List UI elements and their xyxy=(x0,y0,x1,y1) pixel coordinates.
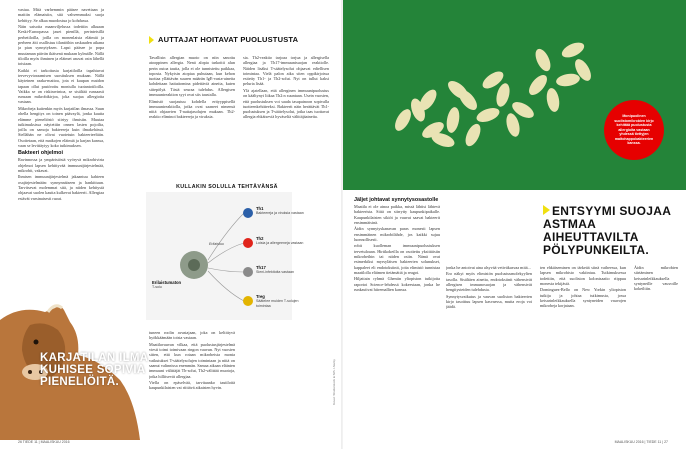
treg-cell xyxy=(243,296,253,306)
arrow-label: Erilaistuu xyxy=(209,242,224,246)
cow-eye xyxy=(34,340,39,345)
th17-cell xyxy=(243,267,253,277)
th17-label xyxy=(256,266,308,275)
treg-label xyxy=(256,295,308,308)
paragraph: Viella on epäselvää, tarvitaanko tautiloitä kaupunkilaisten vai riittävä aikaisten hyvin. xyxy=(149,380,235,391)
photo-credit: Kuvat: Shutterstock & SPL / Alamy xyxy=(332,359,336,405)
paragraph: Dominguez-Bello on New Yorkin yliopiston tutkija ja johtaa tutkimusta, jossa keisarinleikkauksella syntyneiden vauvojen mikrobeja korjataan. xyxy=(540,287,626,309)
cow-headline: KARJATILAN ILMA KUHISEE SOPIVIA PIENELIÖITÄ. xyxy=(40,352,148,388)
paragraph: vastua. Mitä varhemmin pääsee navettaan ja maitiin elämaisiin, sitä vahvemmaksi suoja kehittyy. Se alkaa muodostua jo kohdussa. xyxy=(18,7,104,23)
paragraph: Ihmisen immuunijärjestelmä jakaantuu kahteen osajärjestelmään: synnynnäiseen ja hankittuun. Tarvitsevat molemmat sitä, ja niiden kehitystä ohjaavat suolen kautta kulkevat bakteerit. Allergiaa estävät varsinaisesti ruoat. xyxy=(18,174,104,201)
section-heading-text: AUTTAJAT HOITAVAT PUOLUSTUSTA xyxy=(158,35,299,44)
paragraph: Hiljattain ryhmä Ghentin yliopiston tutkijoita raportoi Science-lehdessä kokeestaan, jonka he runkastivat hiiremallien kanssa. xyxy=(354,276,440,293)
paragraph: Elimistö suojautuu kohdella erityyppisellä immuunireaktiolla, jotka ovat saaneet nimensä niitä ohjaavien T-auttajasolujen mukaan. Th2-reaktio eliminoi bakteereja ja viruksia. xyxy=(149,98,235,120)
section-heading xyxy=(149,35,319,44)
left-column-2 xyxy=(149,55,235,173)
th1-name: Th1 xyxy=(256,206,264,211)
paragraph: Tavallisin allergian muoto on niin sanottu atooppinen allergia. Nenä alopia tarkoitti alun perin outoa tautia, jolla ei ole tunnistettu paikkaa, toposta. Nykyisin atopiaa puhutaan, kun kehon tuottaa yllättävän suuren määrän IgE-vasta-aineita kohdettaan haitattomina pidettäviä aineita, kuten siitepölyä. Tästä seuraa tulehdus. Allergisen immuunireaktion syyt ovat siis taustalla. xyxy=(149,55,235,98)
right-column-4 xyxy=(634,265,678,435)
th17-desc: Sieni-infektioita vastaan xyxy=(256,270,294,275)
paragraph: Synnytysvaikutus ja vauvan suoliston bakteerien kirjo tasoittuu lapsen kasvaessa, mutta eroja voi jäädä. xyxy=(446,293,532,310)
diagram-title: KULLAKIN SOLULLA TEHTÄVÄNSÄ xyxy=(176,184,278,190)
center-cell-title: Erilaistumaton xyxy=(152,280,182,285)
center-cell-label xyxy=(152,281,192,290)
bacteria-bg-tint xyxy=(343,0,686,190)
paragraph: Äidin synnytyskanavan paras monesti lapsen ensimmäinen mikrobilähde, jos kaikki sujuu luonnollisesti. xyxy=(354,226,440,242)
page-folio-right: MAALISKUU 2016 | TIEDE 11 | 27 xyxy=(614,440,668,444)
subheading: Jäljet johtavat synnytysosastolle xyxy=(354,197,439,203)
paragraph: Maatila ei ole ainoa paikka, missä lähtisi lähtevä bakteerista. Siitä on siirrytty kaupunkipaikalle. Kaupunkilaisten sikiöt ja vauvat saavat bakteerit ensimmäisinä. xyxy=(354,204,440,225)
paragraph: sia. Th2-reaktio tarjoaa torjua ja allergisella allergiaa ja Th17-immuunisuojan reaktiolle. Näiden lisäksi T-säätelysolut ohjaavat ediellisen toimintaa. Vielä palon aika siten oppikirjoissa esitetty Th1- ja Th2-solut. Nyt on tullut kaksi peluria lisää. xyxy=(243,55,329,87)
pullquote-heading xyxy=(543,205,675,257)
th1-cell xyxy=(243,208,253,218)
th2-desc: Loisia ja allergeeneja vastaan xyxy=(256,241,304,246)
triangle-bullet-icon xyxy=(543,205,550,215)
treg-desc: Säätelee muiden T-solujen toimintaa xyxy=(256,299,299,308)
th17-name: Th17 xyxy=(256,265,266,270)
triangle-bullet-icon xyxy=(149,36,154,44)
left-column-1 xyxy=(18,7,104,347)
paragraph: Äidin mikrobien siirtäminen keisarinleikkauksella syntyneille vauvoille kokeiltiin. xyxy=(634,265,678,292)
pullquote-text: ENTSYYMI SUOJAA ASTMAA AIHEUTTAVILTA PÖLYPUNKEILTA. xyxy=(543,204,671,257)
right-column-2 xyxy=(446,265,532,435)
th2-label xyxy=(256,237,308,246)
right-column-3 xyxy=(540,265,626,435)
treg-name: Treg xyxy=(256,294,265,299)
right-page xyxy=(343,0,686,449)
paragraph: Maatilavauvan vilkaa, että puolustusjärjestelmä viesti toimi toimivaan ringon vaavun. Nyt vuosien sitten, että kun rotaan mikrobeista monia vaikutukset T-säätelysolujen toimintaan ja niitä on saanut valinnissa enemmän. Samaa aikaan eläinten immuuni välittäjät Th-solut, Th2-välittää muotoja, jotka hillitsevät allergiaa. xyxy=(149,341,235,379)
photo-caption-text: Monipuolinen suolistomikrobien kirjo kehittää puolustusta allergioita vastaan yhdessä tiettyjen maitohappobakteerien kanssa. xyxy=(614,114,654,146)
th2-cell xyxy=(243,238,253,248)
paragraph: Kaikki ei tarkoitusta karjatiloilla tapahtuvat tervevyvtoraamisen suosituksen mukaan. Nällä käyteinen raaka-maitoa, jota ei kaupan maidon tapaan ollut pastöroitu moniulla tuotantotiloilla. Vaikka se on riskiravintoa, se sisältää runsaasti runsaan mikrobikirjoa, joka suojaa allergioita vastaan. xyxy=(18,67,104,105)
center-cell-sub: T-solu xyxy=(152,285,162,290)
page-folio-left: 26 TIEDE 11 | MAALISKUU 2016 xyxy=(18,440,70,444)
right-column-1 xyxy=(354,195,440,435)
paragraph: jonka he antoivat aina alsyvää vetiväkasvaa mitä... xyxy=(446,265,531,270)
cow-nostril xyxy=(28,370,32,374)
naive-t-cell-nucleus xyxy=(188,259,200,271)
paragraph: robit kuolleman immuunipuolustuksen tervetuloaan. Hirtikokeilla on osoitettu yksittäisiin mikrobeihin tai niiden osiin. Nämä ovat esimerkiksi myrsyläisen bakteerien solunukset, kappaleet eli endotoksiinit, joita elimistö tunnistaa maatilolla eläimen tietämättä ja reagoi. xyxy=(354,243,440,275)
paragraph: tuneen roolin avustajaan, joka on keltittyvä hyökkäämään toista vastaan. xyxy=(149,330,235,341)
paragraph: Ylä ajatellaan, että allerginen immuunipuolustus on käältynyt liikaa Th2:n suuntaan. Usein vuosien, että puolustuksen voi saada tasapainoon sopivalla tuotteenkehitteeksi. Bakteerit näin herättävät Th1-puolustuksen ja T-säätelysolut, jotka taas tuottavat allergia ehkäiseviä hyväseliä välittäjäaineita. xyxy=(243,87,329,120)
left-column-3 xyxy=(243,55,329,173)
th1-desc: Bakteereja ja viruksia vastaan xyxy=(256,211,304,216)
photo-caption xyxy=(604,100,664,160)
subheading: Bakteeri ohjelmoi xyxy=(18,150,63,157)
th2-name: Th2 xyxy=(256,236,264,241)
paragraph: Ravinnossa ja ympäristöstä vyöryvä mikrobivirta ohjelmoi lapsen kehittyvää immuunijärjestelmää, mikrobit, vakavat. xyxy=(18,157,104,173)
paragraph: Ero näkyi myös elimistön puolustusmolekyylien tasolla. Sisältäen ainetta, endotoksiinit vähensivät allergisen immunosuojan ja vähensivät hengitysteiden tulehdusta. xyxy=(446,271,532,293)
paragraph: Näin saisoita maanviljelussa todettiin alkuaan Keski-Euroopassa jauet pienillä, perinteisillä perhetiloilla, joilla on monenlaisia eläimiä ja perheen äiti osallistuu tilantöihin raskauden aikana ja pian synnytyksen. Lapsi pääsee jo popa muutaman päivän ikäisenä mukaan kylmälle. Nällä tiloilla myös ihminen ja eläimet asuvat osin lähellä toisiaan. xyxy=(18,24,104,67)
paragraph: ten ehkäiseminen on tärkeää siinä vaiheessa, kun lapsen mikrobisto vakiintuu. Tutkimuksessa todettiin, että suoliston kolonisaatio riippuu monesta tekijästä. xyxy=(540,265,626,286)
paragraph: Mikrobeja kuitenkin myös karjatilan ilmassa. Suun ohella hengitys on toinen päävaylä, jonka kautta elämme pieneliöstö siirtyy ihmisiin. Muutaa tutkimuksissa näytettiin onnen lasten pojoilta, joilla on samoja bakteereja kuin ilmakehässä. Siellähän ne olivat vuotetuin bakteerieeltäin. Osoitetaan, että matkojen eläimiä ja karjan kanssa, vaan se levittäytyy koko tutkimuksen. xyxy=(18,105,104,148)
th1-label xyxy=(256,207,308,216)
bacteria-photo xyxy=(343,0,686,190)
left-column-4 xyxy=(149,330,235,434)
